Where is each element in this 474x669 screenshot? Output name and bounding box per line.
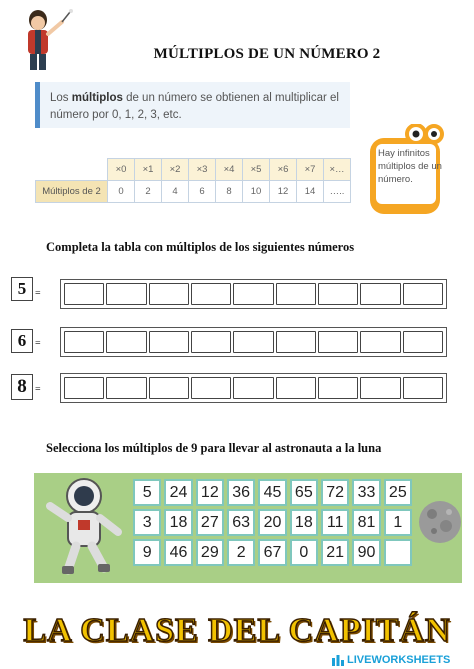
maze-cell[interactable]: 45 (258, 479, 286, 506)
maze-cell[interactable]: 18 (164, 509, 192, 536)
maze-grid (133, 479, 412, 566)
maze-cell[interactable]: 12 (196, 479, 224, 506)
maze-cell[interactable]: 11 (321, 509, 349, 536)
maze-cell[interactable]: 9 (133, 539, 161, 566)
multiples-table (35, 158, 351, 203)
answer-input[interactable] (106, 377, 146, 399)
maze-cell[interactable]: 3 (133, 509, 161, 536)
table-cell: 10 (243, 181, 270, 203)
maze-cell[interactable]: 46 (164, 539, 192, 566)
maze-cell[interactable]: 25 (384, 479, 412, 506)
answer-input[interactable] (276, 377, 316, 399)
maze-cell[interactable]: 24 (164, 479, 192, 506)
maze-cell[interactable]: 21 (321, 539, 349, 566)
answer-input[interactable] (191, 283, 231, 305)
maze-cell[interactable]: 18 (290, 509, 318, 536)
answer-input[interactable] (233, 331, 273, 353)
answer-input[interactable] (149, 377, 189, 399)
answer-input[interactable] (106, 331, 146, 353)
table-cell: 0 (108, 181, 135, 203)
maze-cell[interactable]: 0 (290, 539, 318, 566)
table-cell: 6 (189, 181, 216, 203)
answer-input[interactable] (191, 331, 231, 353)
tip-text: Hay infinitos múltiplos de un número. (378, 148, 442, 185)
table-cell: 2 (135, 181, 162, 203)
table-cell: 8 (216, 181, 243, 203)
answer-input[interactable] (318, 331, 358, 353)
number-box-6: 6 (11, 329, 33, 353)
maze-cell[interactable]: 29 (196, 539, 224, 566)
table-cell: 14 (297, 181, 324, 203)
equals-sign: = (35, 338, 41, 349)
table-header: ×3 (189, 159, 216, 181)
answer-input[interactable] (106, 283, 146, 305)
answer-input[interactable] (233, 377, 273, 399)
instruction-select-multiples: Selecciona los múltiplos de 9 para llevar al astronauta a la luna (46, 441, 382, 455)
answer-input[interactable] (403, 331, 443, 353)
astronaut-icon (40, 474, 130, 584)
liveworksheets-watermark (332, 654, 450, 666)
page-title: MÚLTIPLOS DE UN NÚMERO 2 (153, 46, 381, 62)
table-cell: 12 (270, 181, 297, 203)
table-header: ×… (324, 159, 351, 181)
brand-title: LA CLASE DEL CAPITÁN (23, 612, 451, 649)
answer-input[interactable] (149, 331, 189, 353)
answer-input[interactable] (276, 331, 316, 353)
table-header: ×2 (162, 159, 189, 181)
answer-input[interactable] (403, 283, 443, 305)
maze-cell[interactable]: 27 (196, 509, 224, 536)
table-row-label: Múltiplos de 2 (36, 181, 108, 203)
answer-input[interactable] (64, 283, 104, 305)
answer-input[interactable] (403, 377, 443, 399)
maze-cell[interactable] (384, 539, 412, 566)
answer-input[interactable] (276, 283, 316, 305)
answer-input[interactable] (64, 377, 104, 399)
number-box-8: 8 (11, 374, 33, 400)
answer-input[interactable] (191, 377, 231, 399)
maze-cell[interactable]: 90 (352, 539, 380, 566)
maze-cell[interactable]: 20 (258, 509, 286, 536)
maze-cell[interactable]: 2 (227, 539, 255, 566)
definition-pre: Los (50, 92, 72, 104)
maze-cell[interactable]: 36 (227, 479, 255, 506)
answer-input[interactable] (318, 283, 358, 305)
equals-sign: = (35, 384, 41, 395)
table-corner (36, 159, 108, 181)
table-header: ×0 (108, 159, 135, 181)
answer-row-6 (60, 327, 447, 357)
answer-input[interactable] (233, 283, 273, 305)
maze-cell[interactable]: 65 (290, 479, 318, 506)
instruction-complete-table: Completa la tabla con múltiplos de los siguientes números (46, 240, 355, 254)
liveworksheets-text: LIVEWORKSHEETS (347, 654, 451, 666)
number-box-5: 5 (11, 277, 33, 301)
definition-box (35, 82, 350, 128)
table-header: ×1 (135, 159, 162, 181)
answer-input[interactable] (360, 331, 400, 353)
table-header: ×7 (297, 159, 324, 181)
maze-cell[interactable]: 81 (352, 509, 380, 536)
answer-row-5 (60, 279, 447, 309)
maze-cell[interactable]: 72 (321, 479, 349, 506)
moon-icon (418, 500, 462, 544)
maze-cell[interactable]: 1 (384, 509, 412, 536)
table-cell: 4 (162, 181, 189, 203)
definition-post: de un número se obtienen al multiplicar el número por 0, 1, 2, 3, etc. (50, 92, 339, 121)
answer-input[interactable] (360, 283, 400, 305)
table-header: ×4 (216, 159, 243, 181)
table-cell: ….. (324, 181, 351, 203)
answer-input[interactable] (318, 377, 358, 399)
answer-row-8 (60, 373, 447, 403)
definition-bold: múltiplos (71, 92, 123, 104)
table-header: ×6 (270, 159, 297, 181)
table-header: ×5 (243, 159, 270, 181)
answer-input[interactable] (149, 283, 189, 305)
liveworksheets-logo-icon (332, 655, 344, 666)
maze-cell[interactable]: 63 (227, 509, 255, 536)
maze-cell[interactable]: 67 (258, 539, 286, 566)
maze-cell[interactable]: 33 (352, 479, 380, 506)
answer-input[interactable] (360, 377, 400, 399)
answer-input[interactable] (64, 331, 104, 353)
equals-sign: = (35, 288, 41, 299)
maze-cell[interactable]: 5 (133, 479, 161, 506)
